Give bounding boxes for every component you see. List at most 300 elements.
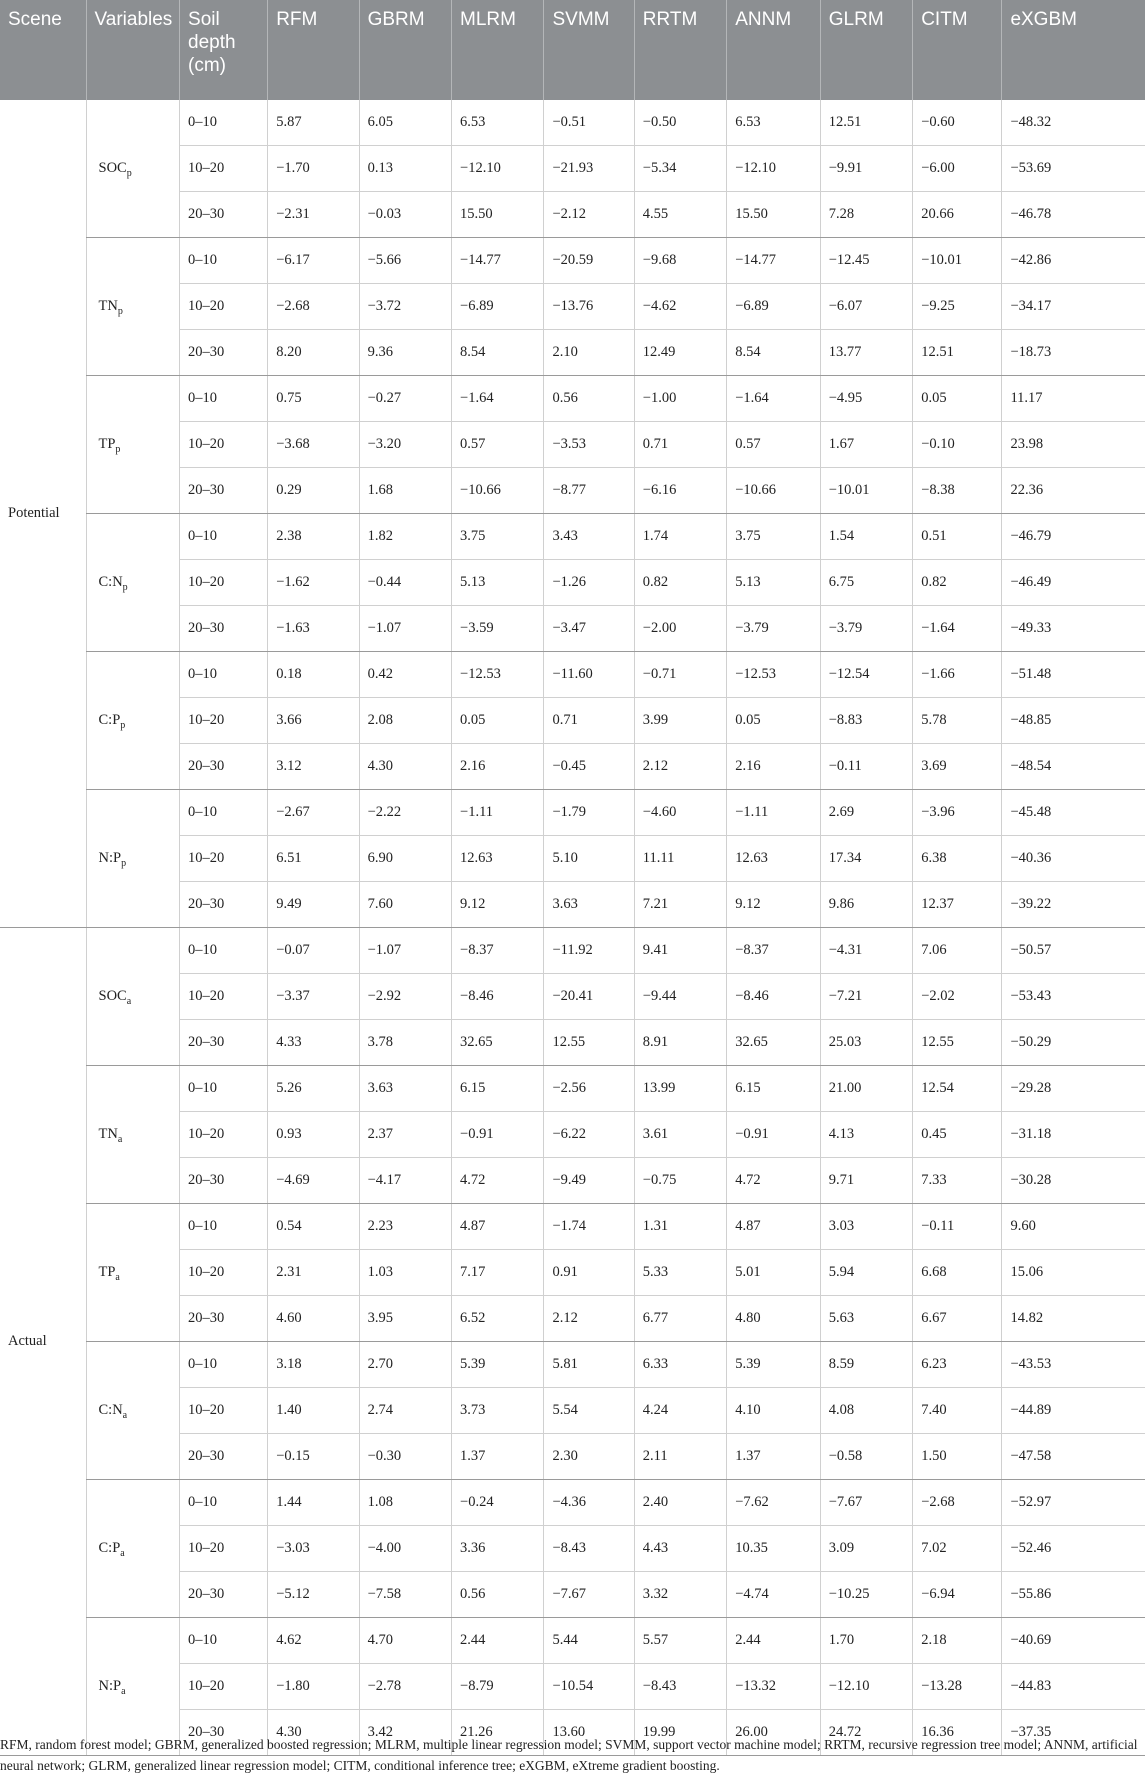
- variable-name: TN: [98, 1126, 118, 1142]
- depth-cell: 10–20: [180, 1112, 268, 1158]
- value-cell: 5.63: [820, 1296, 912, 1342]
- table-row: [0, 100, 1145, 146]
- value-cell: −0.10: [913, 422, 1002, 468]
- value-cell: 0.05: [727, 698, 821, 744]
- value-cell: −4.31: [820, 928, 912, 974]
- value-cell: 0.05: [913, 376, 1002, 422]
- value-cell: −45.48: [1002, 790, 1145, 836]
- value-cell: 4.30: [268, 1710, 359, 1756]
- value-cell: 2.18: [913, 1618, 1002, 1664]
- variable-name: TP: [98, 436, 116, 452]
- value-cell: −4.36: [544, 1480, 634, 1526]
- table-row: [0, 1618, 1145, 1664]
- value-cell: 1.74: [634, 514, 726, 560]
- value-cell: 13.77: [820, 330, 912, 376]
- depth-cell: 20–30: [180, 192, 268, 238]
- value-cell: 9.12: [452, 882, 544, 928]
- table-row: [0, 376, 1145, 422]
- value-cell: 20.66: [913, 192, 1002, 238]
- value-cell: −4.69: [268, 1158, 359, 1204]
- value-cell: 3.61: [634, 1112, 726, 1158]
- value-cell: 9.86: [820, 882, 912, 928]
- value-cell: 3.09: [820, 1526, 912, 1572]
- value-cell: −2.22: [359, 790, 451, 836]
- value-cell: −3.79: [727, 606, 821, 652]
- value-cell: 5.57: [634, 1618, 726, 1664]
- column-header-annm: ANNM: [727, 0, 821, 100]
- value-cell: 6.23: [913, 1342, 1002, 1388]
- value-cell: 1.70: [820, 1618, 912, 1664]
- variable-cell: [86, 1342, 180, 1480]
- value-cell: 23.98: [1002, 422, 1145, 468]
- value-cell: 5.26: [268, 1066, 359, 1112]
- value-cell: −0.15: [268, 1434, 359, 1480]
- value-cell: −5.66: [359, 238, 451, 284]
- value-cell: 4.55: [634, 192, 726, 238]
- value-cell: 2.31: [268, 1250, 359, 1296]
- value-cell: 6.15: [727, 1066, 821, 1112]
- table-row: [0, 514, 1145, 560]
- value-cell: −13.28: [913, 1664, 1002, 1710]
- value-cell: −43.53: [1002, 1342, 1145, 1388]
- value-cell: 7.40: [913, 1388, 1002, 1434]
- value-cell: −1.70: [268, 146, 359, 192]
- value-cell: −11.92: [544, 928, 634, 974]
- value-cell: 2.40: [634, 1480, 726, 1526]
- depth-cell: 10–20: [180, 1250, 268, 1296]
- value-cell: 7.33: [913, 1158, 1002, 1204]
- value-cell: −7.21: [820, 974, 912, 1020]
- depth-cell: 10–20: [180, 146, 268, 192]
- value-cell: −21.93: [544, 146, 634, 192]
- value-cell: 3.99: [634, 698, 726, 744]
- value-cell: −12.53: [727, 652, 821, 698]
- value-cell: 5.44: [544, 1618, 634, 1664]
- depth-cell: 20–30: [180, 468, 268, 514]
- variable-name: SOC: [98, 160, 127, 176]
- variable-cell: [86, 790, 180, 928]
- value-cell: 2.12: [634, 744, 726, 790]
- value-cell: 8.91: [634, 1020, 726, 1066]
- value-cell: 1.03: [359, 1250, 451, 1296]
- value-cell: −50.57: [1002, 928, 1145, 974]
- value-cell: 1.40: [268, 1388, 359, 1434]
- value-cell: 6.75: [820, 560, 912, 606]
- value-cell: −1.11: [452, 790, 544, 836]
- value-cell: 12.63: [727, 836, 821, 882]
- value-cell: −13.32: [727, 1664, 821, 1710]
- depth-cell: 0–10: [180, 928, 268, 974]
- variable-cell: [86, 376, 180, 514]
- value-cell: 0.45: [913, 1112, 1002, 1158]
- depth-cell: 0–10: [180, 376, 268, 422]
- depth-cell: 20–30: [180, 1158, 268, 1204]
- value-cell: 8.20: [268, 330, 359, 376]
- value-cell: −0.30: [359, 1434, 451, 1480]
- value-cell: −44.83: [1002, 1664, 1145, 1710]
- value-cell: −3.72: [359, 284, 451, 330]
- value-cell: 9.60: [1002, 1204, 1145, 1250]
- value-cell: −8.83: [820, 698, 912, 744]
- value-cell: −31.18: [1002, 1112, 1145, 1158]
- variable-subscript: p: [126, 167, 132, 179]
- variable-name: C:N: [98, 574, 123, 590]
- value-cell: 3.75: [452, 514, 544, 560]
- table-row: [0, 928, 1145, 974]
- variable-name: TP: [98, 1264, 116, 1280]
- value-cell: 2.08: [359, 698, 451, 744]
- value-cell: −2.31: [268, 192, 359, 238]
- value-cell: −10.25: [820, 1572, 912, 1618]
- value-cell: 4.72: [727, 1158, 821, 1204]
- table-row: [0, 652, 1145, 698]
- value-cell: 0.42: [359, 652, 451, 698]
- value-cell: −53.69: [1002, 146, 1145, 192]
- value-cell: 21.00: [820, 1066, 912, 1112]
- value-cell: 0.82: [913, 560, 1002, 606]
- value-cell: 2.70: [359, 1342, 451, 1388]
- value-cell: 3.69: [913, 744, 1002, 790]
- value-cell: −49.33: [1002, 606, 1145, 652]
- value-cell: −6.89: [727, 284, 821, 330]
- variable-subscript: p: [121, 857, 127, 869]
- value-cell: −8.43: [544, 1526, 634, 1572]
- value-cell: −6.00: [913, 146, 1002, 192]
- depth-cell: 20–30: [180, 1434, 268, 1480]
- column-header-glrm: GLRM: [820, 0, 912, 100]
- value-cell: 9.36: [359, 330, 451, 376]
- value-cell: 7.28: [820, 192, 912, 238]
- table-footnote: RFM, random forest model; GBRM, generalized boosted regression; MLRM, multiple linear regression model; SVMM, support vector machine model; RRTM, recursive regression tree model; ANNM, artificial neural network; GLRM, generalized linear regression model; CITM, conditional inference tree; eXGBM, eXtreme gradient boosting.: [0, 1737, 1138, 1773]
- depth-cell: 10–20: [180, 560, 268, 606]
- value-cell: −12.54: [820, 652, 912, 698]
- value-cell: −1.63: [268, 606, 359, 652]
- value-cell: −6.89: [452, 284, 544, 330]
- depth-cell: 0–10: [180, 1066, 268, 1112]
- variable-cell: [86, 100, 180, 238]
- value-cell: 25.03: [820, 1020, 912, 1066]
- value-cell: 0.91: [544, 1250, 634, 1296]
- value-cell: 6.51: [268, 836, 359, 882]
- value-cell: 5.87: [268, 100, 359, 146]
- value-cell: −9.25: [913, 284, 1002, 330]
- value-cell: 4.24: [634, 1388, 726, 1434]
- scene-cell: Potential: [0, 100, 86, 928]
- column-header-gbrm: GBRM: [359, 0, 451, 100]
- depth-cell: 10–20: [180, 974, 268, 1020]
- value-cell: 4.87: [727, 1204, 821, 1250]
- value-cell: −3.20: [359, 422, 451, 468]
- value-cell: 4.08: [820, 1388, 912, 1434]
- value-cell: 1.54: [820, 514, 912, 560]
- variable-name: C:N: [98, 1402, 123, 1418]
- value-cell: 11.17: [1002, 376, 1145, 422]
- value-cell: 0.29: [268, 468, 359, 514]
- value-cell: −0.50: [634, 100, 726, 146]
- variable-subscript: a: [120, 1547, 125, 1559]
- value-cell: 0.82: [634, 560, 726, 606]
- variable-cell: [86, 1066, 180, 1204]
- variable-subscript: p: [117, 305, 123, 317]
- value-cell: −42.86: [1002, 238, 1145, 284]
- value-cell: 4.87: [452, 1204, 544, 1250]
- value-cell: −4.62: [634, 284, 726, 330]
- table-row: [0, 1342, 1145, 1388]
- value-cell: −14.77: [452, 238, 544, 284]
- value-cell: 19.99: [634, 1710, 726, 1756]
- value-cell: 15.50: [727, 192, 821, 238]
- value-cell: 4.60: [268, 1296, 359, 1342]
- value-cell: 12.55: [544, 1020, 634, 1066]
- value-cell: −4.17: [359, 1158, 451, 1204]
- value-cell: 12.55: [913, 1020, 1002, 1066]
- value-cell: 5.13: [452, 560, 544, 606]
- value-cell: 5.78: [913, 698, 1002, 744]
- value-cell: −3.79: [820, 606, 912, 652]
- value-cell: 10.35: [727, 1526, 821, 1572]
- depth-cell: 0–10: [180, 1204, 268, 1250]
- value-cell: −9.44: [634, 974, 726, 1020]
- value-cell: −1.64: [727, 376, 821, 422]
- value-cell: −0.11: [820, 744, 912, 790]
- value-cell: −39.22: [1002, 882, 1145, 928]
- depth-cell: 0–10: [180, 514, 268, 560]
- value-cell: 3.18: [268, 1342, 359, 1388]
- value-cell: 0.93: [268, 1112, 359, 1158]
- variable-subscript: a: [117, 1133, 123, 1145]
- value-cell: −7.62: [727, 1480, 821, 1526]
- value-cell: 26.00: [727, 1710, 821, 1756]
- value-cell: 7.02: [913, 1526, 1002, 1572]
- value-cell: 0.05: [452, 698, 544, 744]
- value-cell: 13.99: [634, 1066, 726, 1112]
- value-cell: 0.57: [727, 422, 821, 468]
- value-cell: −2.00: [634, 606, 726, 652]
- value-cell: 7.60: [359, 882, 451, 928]
- value-cell: 16.36: [913, 1710, 1002, 1756]
- value-cell: −9.68: [634, 238, 726, 284]
- value-cell: 3.73: [452, 1388, 544, 1434]
- value-cell: −6.22: [544, 1112, 634, 1158]
- value-cell: 5.33: [634, 1250, 726, 1296]
- value-cell: 2.30: [544, 1434, 634, 1480]
- value-cell: 6.53: [727, 100, 821, 146]
- value-cell: −3.47: [544, 606, 634, 652]
- depth-cell: 10–20: [180, 1664, 268, 1710]
- variable-name: N:P: [98, 850, 122, 866]
- value-cell: −29.28: [1002, 1066, 1145, 1112]
- value-cell: 6.05: [359, 100, 451, 146]
- value-cell: −46.78: [1002, 192, 1145, 238]
- depth-cell: 0–10: [180, 1342, 268, 1388]
- depth-cell: 0–10: [180, 238, 268, 284]
- value-cell: −11.60: [544, 652, 634, 698]
- value-cell: 1.08: [359, 1480, 451, 1526]
- value-cell: −4.60: [634, 790, 726, 836]
- value-cell: 8.59: [820, 1342, 912, 1388]
- value-cell: 0.75: [268, 376, 359, 422]
- variable-name: N:P: [98, 1678, 122, 1694]
- value-cell: 3.78: [359, 1020, 451, 1066]
- depth-cell: 0–10: [180, 652, 268, 698]
- value-cell: 12.63: [452, 836, 544, 882]
- value-cell: −7.67: [820, 1480, 912, 1526]
- value-cell: 5.39: [452, 1342, 544, 1388]
- value-cell: 3.42: [359, 1710, 451, 1756]
- value-cell: 4.43: [634, 1526, 726, 1572]
- value-cell: −46.79: [1002, 514, 1145, 560]
- variable-subscript: a: [126, 995, 132, 1007]
- value-cell: −1.66: [913, 652, 1002, 698]
- column-header-svmm: SVMM: [544, 0, 634, 100]
- value-cell: −0.27: [359, 376, 451, 422]
- value-cell: 2.23: [359, 1204, 451, 1250]
- value-cell: 0.71: [634, 422, 726, 468]
- value-cell: 12.54: [913, 1066, 1002, 1112]
- value-cell: 2.44: [452, 1618, 544, 1664]
- table-header-row: [0, 0, 1145, 100]
- value-cell: 6.77: [634, 1296, 726, 1342]
- value-cell: −48.32: [1002, 100, 1145, 146]
- value-cell: 3.12: [268, 744, 359, 790]
- value-cell: 6.68: [913, 1250, 1002, 1296]
- value-cell: 3.03: [820, 1204, 912, 1250]
- value-cell: −0.45: [544, 744, 634, 790]
- value-cell: 3.63: [359, 1066, 451, 1112]
- value-cell: −4.74: [727, 1572, 821, 1618]
- table-row: [0, 1480, 1145, 1526]
- value-cell: −3.96: [913, 790, 1002, 836]
- value-cell: −2.67: [268, 790, 359, 836]
- value-cell: −3.68: [268, 422, 359, 468]
- value-cell: 4.30: [359, 744, 451, 790]
- variable-name: C:P: [98, 1540, 121, 1556]
- value-cell: −6.16: [634, 468, 726, 514]
- value-cell: −18.73: [1002, 330, 1145, 376]
- value-cell: 4.62: [268, 1618, 359, 1664]
- value-cell: 5.13: [727, 560, 821, 606]
- value-cell: −9.91: [820, 146, 912, 192]
- value-cell: 1.31: [634, 1204, 726, 1250]
- value-cell: −1.64: [452, 376, 544, 422]
- value-cell: 3.32: [634, 1572, 726, 1618]
- value-cell: −14.77: [727, 238, 821, 284]
- value-cell: 12.37: [913, 882, 1002, 928]
- value-cell: 2.16: [727, 744, 821, 790]
- value-cell: −4.95: [820, 376, 912, 422]
- depth-cell: 20–30: [180, 1572, 268, 1618]
- value-cell: 15.06: [1002, 1250, 1145, 1296]
- value-cell: −10.66: [727, 468, 821, 514]
- value-cell: 17.34: [820, 836, 912, 882]
- variable-name: SOC: [98, 988, 127, 1004]
- variable-cell: [86, 238, 180, 376]
- value-cell: −0.91: [727, 1112, 821, 1158]
- value-cell: −2.56: [544, 1066, 634, 1112]
- value-cell: 0.51: [913, 514, 1002, 560]
- value-cell: −50.29: [1002, 1020, 1145, 1066]
- value-cell: −0.03: [359, 192, 451, 238]
- variable-subscript: p: [122, 581, 128, 593]
- value-cell: −8.37: [452, 928, 544, 974]
- value-cell: −12.10: [820, 1664, 912, 1710]
- value-cell: 14.82: [1002, 1296, 1145, 1342]
- value-cell: 15.50: [452, 192, 544, 238]
- value-cell: 7.17: [452, 1250, 544, 1296]
- value-cell: 9.41: [634, 928, 726, 974]
- value-cell: −8.77: [544, 468, 634, 514]
- value-cell: −8.38: [913, 468, 1002, 514]
- value-cell: 4.33: [268, 1020, 359, 1066]
- value-cell: 4.13: [820, 1112, 912, 1158]
- value-cell: −0.44: [359, 560, 451, 606]
- value-cell: −2.12: [544, 192, 634, 238]
- value-cell: −1.64: [913, 606, 1002, 652]
- value-cell: −37.35: [1002, 1710, 1145, 1756]
- value-cell: 2.11: [634, 1434, 726, 1480]
- value-cell: 1.67: [820, 422, 912, 468]
- value-cell: −12.10: [727, 146, 821, 192]
- value-cell: 4.10: [727, 1388, 821, 1434]
- value-cell: 1.68: [359, 468, 451, 514]
- value-cell: −10.01: [913, 238, 1002, 284]
- value-cell: −10.66: [452, 468, 544, 514]
- value-cell: −0.75: [634, 1158, 726, 1204]
- value-cell: 0.56: [544, 376, 634, 422]
- value-cell: −1.26: [544, 560, 634, 606]
- value-cell: −2.78: [359, 1664, 451, 1710]
- depth-cell: 20–30: [180, 1296, 268, 1342]
- depth-cell: 10–20: [180, 1388, 268, 1434]
- value-cell: 2.37: [359, 1112, 451, 1158]
- value-cell: 4.72: [452, 1158, 544, 1204]
- value-cell: −1.74: [544, 1204, 634, 1250]
- value-cell: −8.46: [727, 974, 821, 1020]
- value-cell: −52.46: [1002, 1526, 1145, 1572]
- value-cell: 0.54: [268, 1204, 359, 1250]
- value-cell: 5.39: [727, 1342, 821, 1388]
- value-cell: −13.76: [544, 284, 634, 330]
- depth-cell: 10–20: [180, 698, 268, 744]
- value-cell: 2.16: [452, 744, 544, 790]
- value-cell: 5.54: [544, 1388, 634, 1434]
- value-cell: −51.48: [1002, 652, 1145, 698]
- value-cell: 3.66: [268, 698, 359, 744]
- variable-subscript: a: [122, 1409, 128, 1421]
- value-cell: −12.45: [820, 238, 912, 284]
- value-cell: 2.44: [727, 1618, 821, 1664]
- table-row: [0, 1066, 1145, 1112]
- value-cell: 7.21: [634, 882, 726, 928]
- value-cell: 3.43: [544, 514, 634, 560]
- value-cell: −1.11: [727, 790, 821, 836]
- variable-cell: [86, 1480, 180, 1618]
- value-cell: 5.94: [820, 1250, 912, 1296]
- value-cell: −1.00: [634, 376, 726, 422]
- column-header-soil-depth-cm: Soil depth (cm): [180, 0, 268, 100]
- value-cell: −0.58: [820, 1434, 912, 1480]
- value-cell: −30.28: [1002, 1158, 1145, 1204]
- value-cell: 7.06: [913, 928, 1002, 974]
- value-cell: 22.36: [1002, 468, 1145, 514]
- value-cell: −48.85: [1002, 698, 1145, 744]
- value-cell: −46.49: [1002, 560, 1145, 606]
- value-cell: −20.59: [544, 238, 634, 284]
- depth-cell: 10–20: [180, 836, 268, 882]
- depth-cell: 20–30: [180, 1020, 268, 1066]
- value-cell: −55.86: [1002, 1572, 1145, 1618]
- variable-cell: [86, 1204, 180, 1342]
